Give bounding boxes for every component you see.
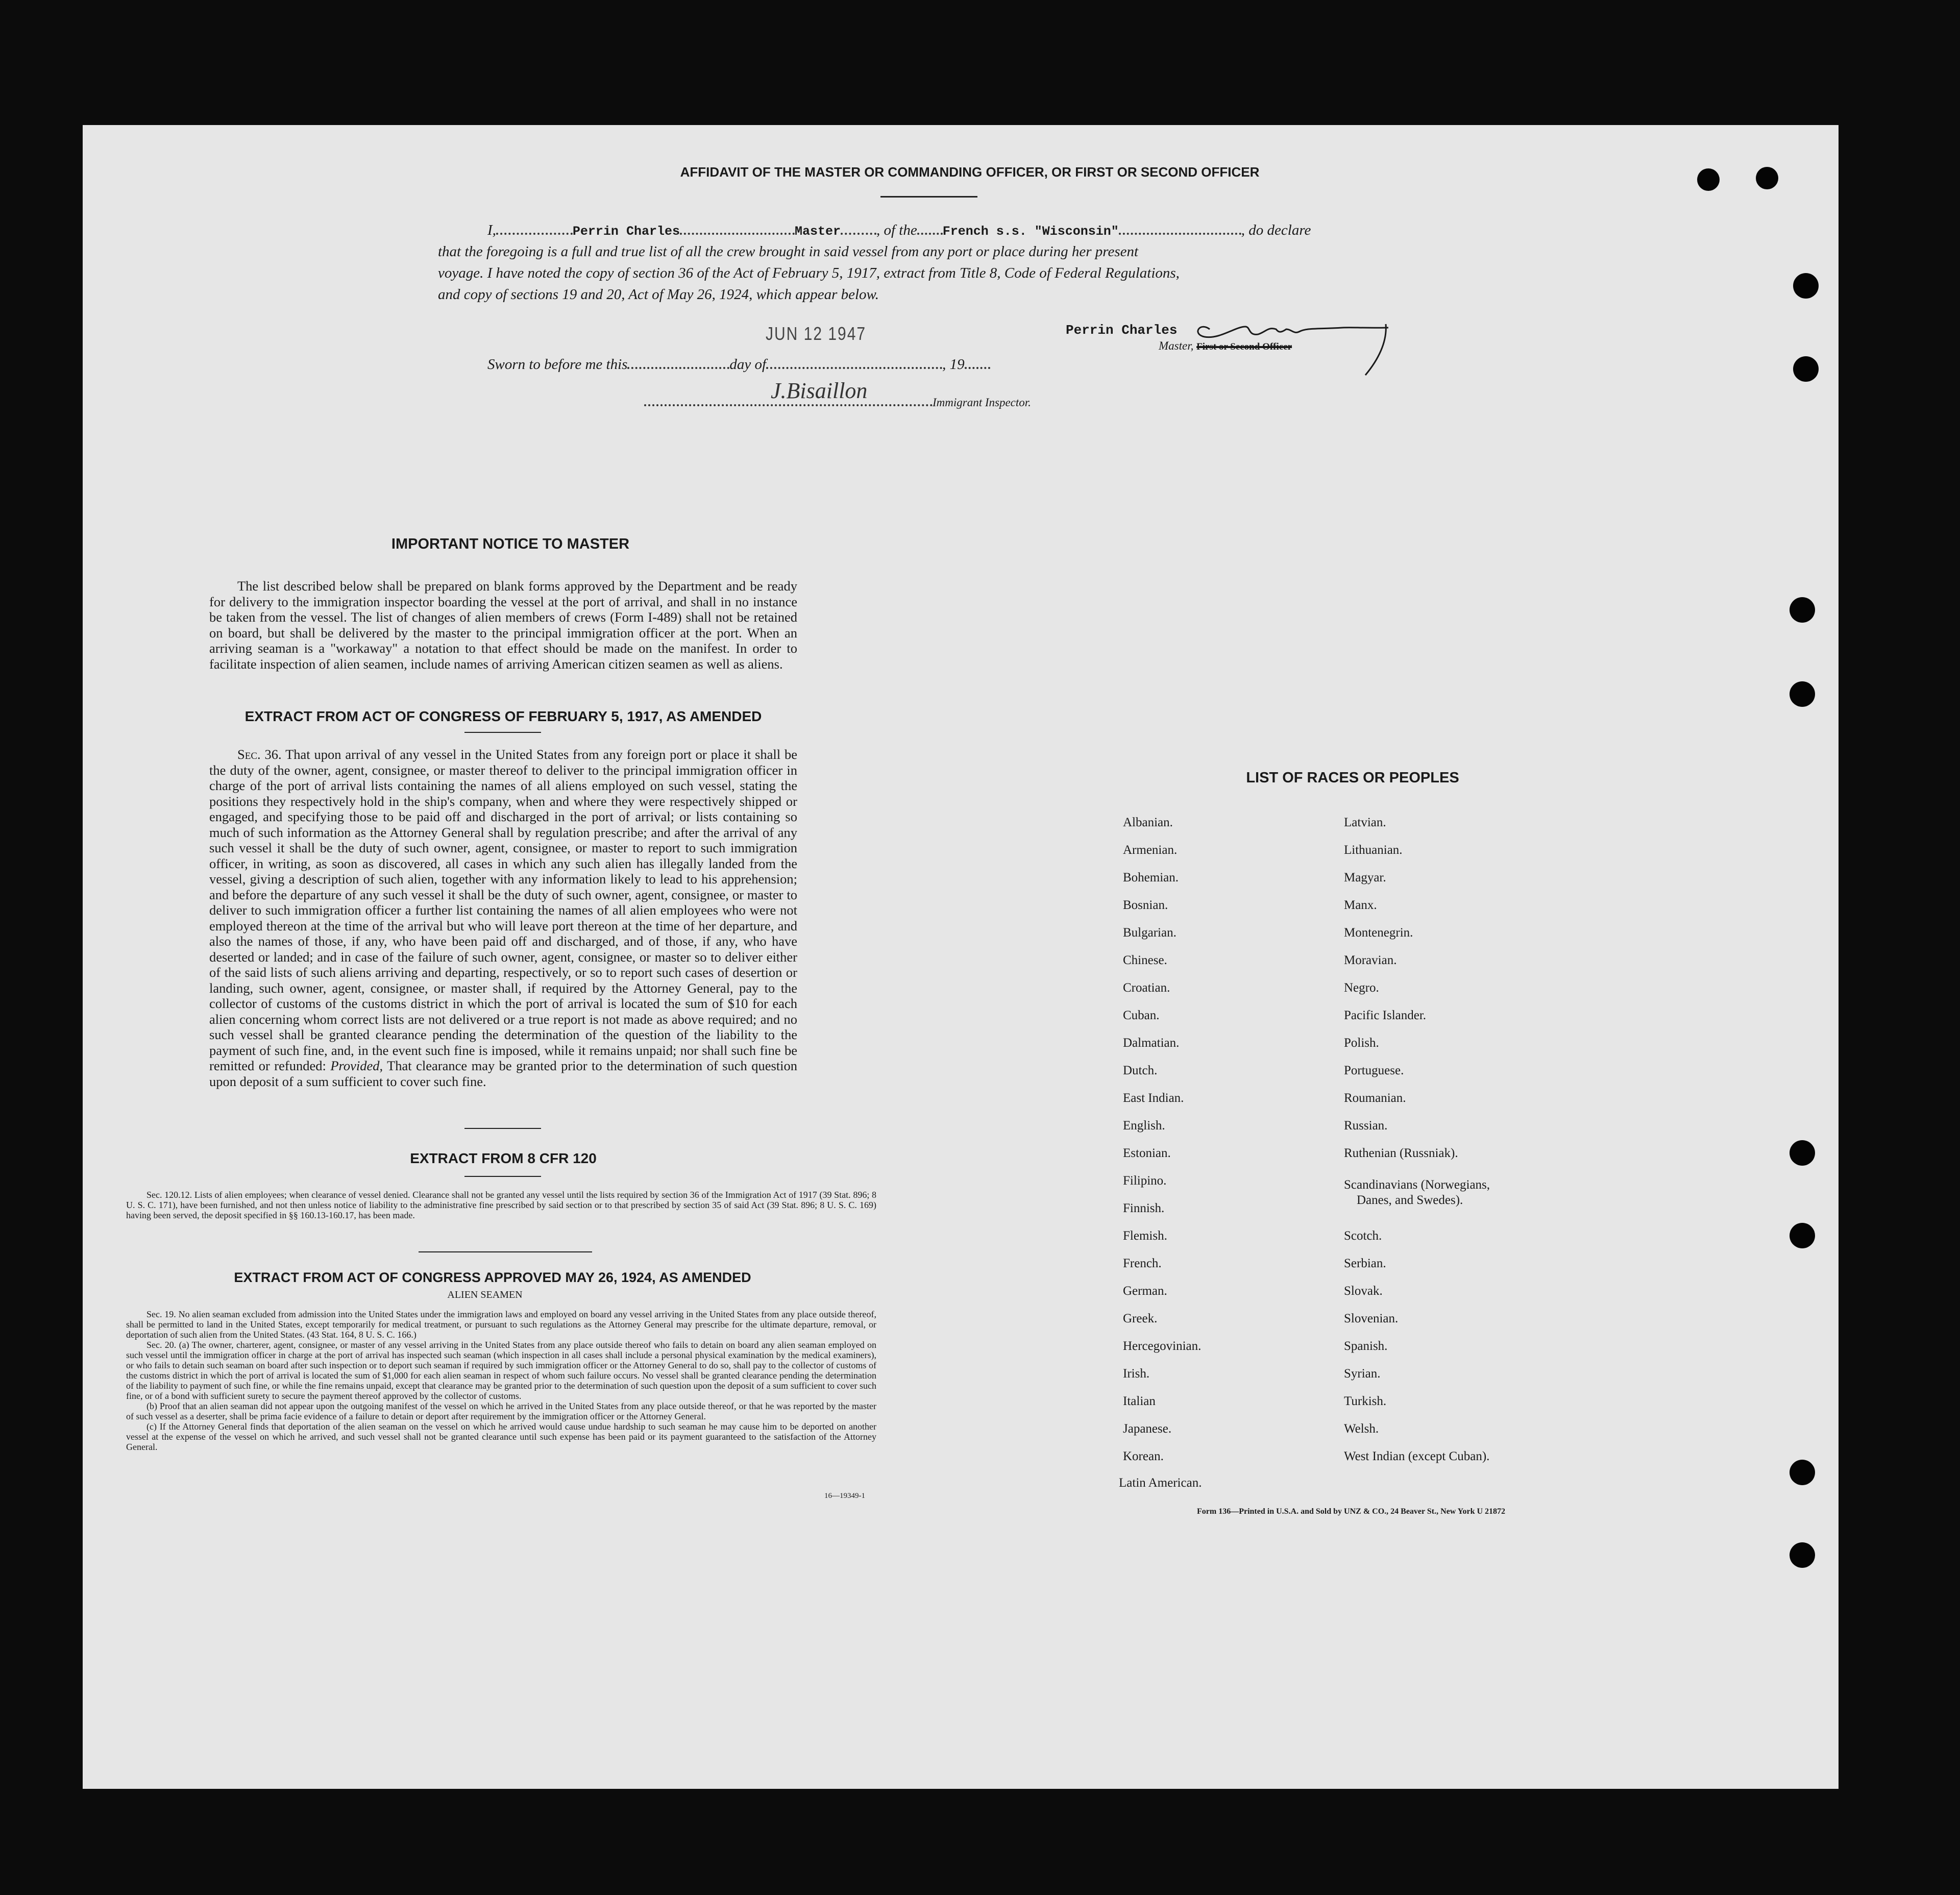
extract-1924-heading: EXTRACT FROM ACT OF CONGRESS APPROVED MAY 26, 1924, AS AMENDED — [234, 1270, 751, 1285]
race-right: Lithuanian. — [1344, 843, 1403, 857]
notice-text: The list described below shall be prepared on blank forms approved by the Department and be ready for delivery to the immigration inspector boarding the vessel at the port of arrival, and shall in no instance be taken from the vessel. The list of changes of alien members of crews (Form I-489) shall not be retained on board, but shall be delivered by the master to the principal immigration officer at the port. When an arriving seaman is a "workaway" a notation to that effect should be made on the manifest. In order to facilitate inspection of alien seamen, include names of arriving American citizen seamen as well as aliens. — [209, 578, 797, 672]
punch-hole — [1790, 597, 1815, 623]
form-code: 16—19349-1 — [824, 1492, 865, 1500]
date-stamp: JUN 12 1947 — [766, 324, 867, 344]
race-left: Albanian. — [1123, 816, 1173, 829]
affidavit-line-1 — [487, 222, 1422, 239]
race-left: Japanese. — [1123, 1422, 1172, 1436]
race-left: Hercegovinian. — [1123, 1339, 1202, 1353]
race-left: German. — [1123, 1284, 1167, 1298]
race-right: Syrian. — [1344, 1367, 1381, 1381]
race-left: Latin American. — [1119, 1476, 1202, 1490]
race-right: Serbian. — [1344, 1257, 1386, 1270]
race-left: English. — [1123, 1119, 1165, 1133]
race-left: Armenian. — [1123, 843, 1178, 857]
race-left: Dutch. — [1123, 1064, 1158, 1077]
race-left: Estonian. — [1123, 1146, 1171, 1160]
provided-label: Provided, — [330, 1058, 383, 1073]
inspector-signature: J.Bisaillon — [771, 378, 868, 403]
sec-20a-text: Sec. 20. (a) The owner, charterer, agent, consignee, or master of any vessel arriving in the United States from any place outside thereof who fails to detain on board any alien seaman employed on such vessel until the immigration officer in charge at the port of arrival has inspected such seaman (which inspection in all cases shall include a personal physical examination by the medical examiners), or who fails to detain such seaman on board after such inspection or to deport such seaman if required by such immigration officer or the Attorney General to do so, shall pay to the collector of customs of the customs district in which the port of arrival is located the sum of $1,000 for each alien seaman in respect of whom such failure occurs. No vessel shall be granted clearance pending the determination of the liability to payment of such fine, or while the fine remains unpaid, except that clearance may be granted prior to the determination of such question upon the deposit of a sum sufficient to cover such fine, or of a bond with sufficient surety to secure the payment thereof approved by the collector of customs. — [126, 1340, 876, 1401]
race-left: Korean. — [1123, 1449, 1164, 1463]
of-the-label: , of the — [876, 222, 917, 238]
cfr-heading: EXTRACT FROM 8 CFR 120 — [410, 1150, 597, 1166]
inspector-label: Immigrant Inspector. — [933, 396, 1031, 409]
extract-1917-heading: EXTRACT FROM ACT OF CONGRESS OF FEBRUARY 5, 1917, AS AMENDED — [244, 708, 762, 724]
sec-36-label: Sec. 36. — [237, 747, 282, 762]
affidavit-line-3: voyage. I have noted the copy of section 36 of the Act of February 5, 1917, extract from Title 8, Code of Federal Regulations, — [438, 265, 1180, 281]
do-declare-label: , do declare — [1241, 222, 1311, 238]
race-right: Portuguese. — [1344, 1064, 1404, 1077]
punch-hole — [1790, 1542, 1815, 1568]
race-right: Ruthenian (Russniak). — [1344, 1146, 1458, 1160]
race-right: Russian. — [1344, 1119, 1388, 1133]
race-left: Irish. — [1123, 1367, 1150, 1381]
punch-hole — [1793, 273, 1819, 299]
extract-1924-text — [126, 1309, 876, 1452]
i-label: I, — [487, 222, 496, 238]
race-right: Roumanian. — [1344, 1091, 1406, 1105]
punch-hole — [1697, 168, 1720, 191]
sec-36-end: That clearance may be granted prior to the determination of such question upon deposit of a sum sufficient to cover such fine. — [209, 1058, 797, 1089]
signature-typed: Perrin Charles — [1066, 323, 1178, 338]
master-caption: Master, — [1159, 339, 1194, 352]
race-left: Bosnian. — [1123, 898, 1168, 912]
affidavit-heading: AFFIDAVIT OF THE MASTER OR COMMANDING OFFICER, OR FIRST OR SECOND OFFICER — [680, 164, 1260, 180]
race-left: Chinese. — [1123, 953, 1167, 967]
race-right: West Indian (except Cuban). — [1344, 1449, 1490, 1463]
race-left: French. — [1123, 1257, 1162, 1270]
races-heading: LIST OF RACES OR PEOPLES — [1246, 770, 1459, 786]
divider — [880, 196, 977, 198]
form-footer: Form 136—Printed in U.S.A. and Sold by UNZ & CO., 24 Beaver St., New York U 21872 — [1197, 1507, 1506, 1516]
punch-hole — [1793, 356, 1819, 382]
vessel-name: French s.s. "Wisconsin" — [942, 224, 1119, 239]
punch-hole — [1756, 167, 1778, 189]
alien-seamen-subheading: ALIEN SEAMEN — [447, 1289, 523, 1300]
inspector-line — [644, 396, 1031, 409]
signature-caption — [1159, 339, 1292, 353]
master-name: Perrin Charles — [572, 224, 680, 239]
race-right: Negro. — [1344, 981, 1379, 995]
affidavit-line-2: that the foregoing is a full and true list of all the crew brought in said vessel from any port or place during her present — [438, 243, 1139, 260]
race-right: Pacific Islander. — [1344, 1008, 1427, 1022]
divider — [464, 732, 541, 733]
race-left: Bohemian. — [1123, 871, 1179, 884]
divider — [464, 1128, 541, 1129]
punch-hole — [1790, 1460, 1815, 1485]
year-prefix: , 19 — [942, 356, 965, 373]
race-right: Moravian. — [1344, 953, 1397, 967]
race-right: Turkish. — [1344, 1394, 1387, 1408]
race-right: Scotch. — [1344, 1229, 1382, 1243]
race-right: Danes, and Swedes). — [1357, 1193, 1463, 1207]
race-right: Slovenian. — [1344, 1312, 1399, 1325]
race-right: Manx. — [1344, 898, 1377, 912]
race-left: Finnish. — [1123, 1201, 1165, 1215]
race-right: Latvian. — [1344, 816, 1386, 829]
punch-hole — [1790, 681, 1815, 707]
punch-hole — [1790, 1140, 1815, 1166]
struck-officer-text: First or Second Officer — [1196, 341, 1292, 352]
sworn-line — [487, 356, 990, 373]
master-rank: Master — [794, 224, 841, 239]
sec-20c-text: (c) If the Attorney General finds that deportation of the alien seaman on the vessel on which he arrived would cause undue hardship to such seaman he may cause him to be deported on another vessel at the expense of the vessel on which he arrived, and such vessel shall not be granted clearance until such expense has been paid or its payment guaranteed to the satisfaction of the Attorney General. — [126, 1421, 876, 1452]
race-right: Welsh. — [1344, 1422, 1379, 1436]
sec-19-text: Sec. 19. No alien seaman excluded from admission into the United States under the immigration laws and employed on board any vessel arriving in the United States from any place outside thereof, shall be permitted to land in the United States, except temporarily for medical treatment, or pursuant to such regulations as the Attorney General may prescribe for the ultimate departure, removal, or deportation of such alien from the United States. (43 Stat. 164, 8 U. S. C. 166.) — [126, 1309, 876, 1340]
sec-20b-text: (b) Proof that an alien seaman did not appear upon the outgoing manifest of the vessel on which he arrived in the United States from any place outside thereof, or that he was reported by the master of such vessel as a deserter, shall be prima facie evidence of a failure to detain or deport after requirement by the immigration officer or the Attorney General. — [126, 1401, 876, 1421]
race-left: Bulgarian. — [1123, 926, 1177, 940]
extract-1917-text — [209, 747, 797, 1089]
sec-36-body: That upon arrival of any vessel in the United States from any foreign port or place it shall be the duty of the owner, agent, consignee, or master thereof to deliver to the principal immigration officer in charge of the port of arrival lists containing the names of all aliens employed on such vessel, stating the positions they respectively hold in the ship's company, when and where they were respectively shipped or engaged, and specifying those to be paid off and discharged in the port of arrival; or lists containing so much of such information as the Attorney General shall by regulation prescribe; and after the arrival of any such vessel it shall be the duty of such owner, agent, consignee, or master to report to such immigration officer, in writing, as soon as discovered, all cases in which any such alien has illegally landed from the vessel, giving a description of such alien, together with any information likely to lead to his apprehension; and before the departure of any such vessel it shall be the duty of such owner, agent, consignee, or master to deliver to such immigration officer a further list containing the names of all alien employees who were not employed thereon at the time of the arrival but who will leave port thereon at the time of her departure, and also the names of those, if any, who have been paid off and discharged, and of those, if any, who have deserted or landed; and in case of the failure of such owner, agent, consignee, or master so to deliver either of the said lists of such aliens arriving and departing, respectively, or so to report such cases of desertion or landing, such owner, agent, consignee, or master shall, if required by the Attorney General, pay to the collector of customs of the customs district in which the port of arrival is located the sum of $10 for each alien concerning whom correct lists are not delivered or a true report is not made as above required; and no such vessel shall be granted clearance pending the determination of the question of the liability to the payment of such fine, and, in the event such fine is imposed, while it remains unpaid; nor shall such fine be remitted or refunded: — [209, 747, 797, 1073]
cfr-text: Sec. 120.12. Lists of alien employees; when clearance of vessel denied. Clearance shall not be granted any vessel until the lists required by section 36 of the Immigration Act of 1917 (39 Stat. 896; 8 U. S. C. 171), have been furnished, and not then unless notice of liability to the administrative fine prescribed by said section or to that prescribed by section 35 of said Act (39 Stat. 896; 8 U. S. C. 169) having been served, the deposit specified in §§ 160.13-160.17, has been made. — [126, 1190, 876, 1220]
race-left: Cuban. — [1123, 1008, 1160, 1022]
race-right: Polish. — [1344, 1036, 1379, 1050]
race-left: East Indian. — [1123, 1091, 1184, 1105]
punch-hole — [1790, 1223, 1815, 1248]
divider — [464, 1176, 541, 1177]
race-right: Scandinavians (Norwegians, — [1344, 1178, 1490, 1192]
affidavit-line-4: and copy of sections 19 and 20, Act of May 26, 1924, which appear below. — [438, 286, 879, 303]
notice-heading: IMPORTANT NOTICE TO MASTER — [391, 536, 630, 552]
sworn-label: Sworn to before me this — [487, 356, 628, 373]
race-right: Spanish. — [1344, 1339, 1388, 1353]
race-left: Italian — [1123, 1394, 1156, 1408]
race-left: Flemish. — [1123, 1229, 1167, 1243]
day-of-label: day of — [729, 356, 767, 373]
race-left: Greek. — [1123, 1312, 1158, 1325]
divider — [419, 1251, 592, 1252]
race-left: Filipino. — [1123, 1174, 1167, 1188]
race-left: Dalmatian. — [1123, 1036, 1180, 1050]
race-left: Croatian. — [1123, 981, 1170, 995]
race-right: Slovak. — [1344, 1284, 1383, 1298]
race-right: Montenegrin. — [1344, 926, 1413, 940]
race-right: Magyar. — [1344, 871, 1386, 884]
